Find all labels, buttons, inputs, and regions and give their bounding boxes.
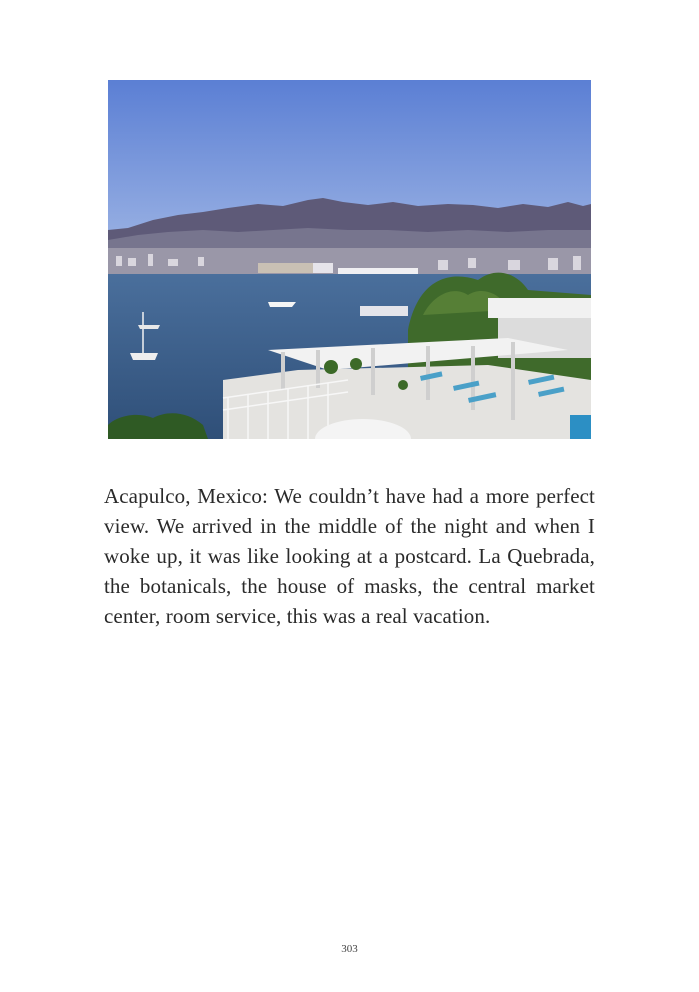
caption-paragraph: Acapulco, Mexico: We couldn’t have had a more perfect view. We arrived in the middle of the night and when I woke up, it was like looking at a postcard. La Quebrada, the botanicals, the house of masks, the central market center, room service, this was a real vacation.	[104, 484, 595, 628]
motor-yacht	[268, 302, 296, 307]
small-boat	[138, 325, 160, 329]
photo-illustration	[108, 80, 591, 439]
hotel-roof	[488, 298, 591, 318]
ferry	[360, 306, 408, 316]
pool	[570, 415, 591, 439]
acapulco-bay-photo	[108, 80, 591, 439]
page-number: 303	[341, 943, 358, 955]
